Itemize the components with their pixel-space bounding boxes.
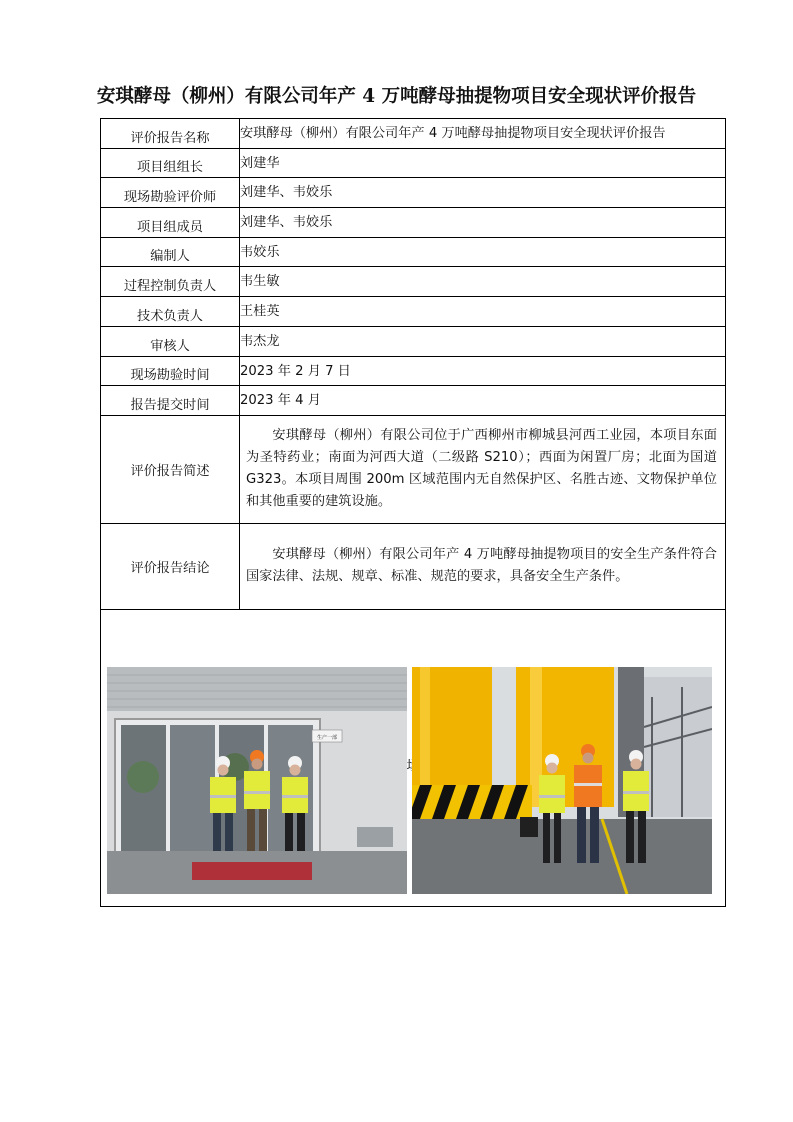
summary-cell — [240, 415, 726, 523]
table-row — [101, 119, 726, 149]
conclusion-text: 安琪酵母（柳州）有限公司年产 4 万吨酵母抽提物项目的安全生产条件符合国家法律、法规、规章、标准、规范的要求，具备安全生产条件。 — [246, 547, 717, 585]
row-label: 报告提交时间 — [101, 386, 240, 416]
row-label: 审核人 — [101, 326, 240, 356]
report-table — [100, 118, 726, 907]
door-sign: 生产一部 — [316, 734, 338, 741]
row-label: 技术负责人 — [101, 297, 240, 327]
table-row — [101, 267, 726, 297]
row-value: 刘建华、韦姣乐 — [240, 208, 726, 238]
row-value: 韦杰龙 — [240, 326, 726, 356]
row-label: 过程控制负责人 — [101, 267, 240, 297]
row-value: 韦生敏 — [240, 267, 726, 297]
table-row — [101, 297, 726, 327]
row-value: 刘建华 — [240, 148, 726, 178]
table-row — [101, 208, 726, 238]
table-row — [101, 237, 726, 267]
photos-cell — [101, 609, 726, 906]
table-row — [101, 148, 726, 178]
conclusion-label: 评价报告结论 — [101, 523, 240, 609]
row-label: 评价报告名称 — [101, 119, 240, 149]
row-value: 刘建华、韦姣乐 — [240, 178, 726, 208]
row-value: 韦姣乐 — [240, 237, 726, 267]
page-title: 安琪酵母（柳州）有限公司年产 4 万吨酵母抽提物项目安全现状评价报告 — [96, 86, 697, 107]
row-value: 2023 年 4 月 — [240, 386, 726, 416]
table-row — [101, 356, 726, 386]
conclusion-cell — [240, 523, 726, 609]
row-label: 项目组组长 — [101, 148, 240, 178]
photos-row — [101, 609, 726, 906]
site-photo-entrance — [107, 667, 407, 894]
summary-label: 评价报告简述 — [101, 415, 240, 523]
row-label: 现场勘验评价师 — [101, 178, 240, 208]
row-value: 2023 年 2 月 7 日 — [240, 356, 726, 386]
row-label: 现场勘验时间 — [101, 356, 240, 386]
table-row — [101, 386, 726, 416]
summary-text: 安琪酵母（柳州）有限公司位于广西柳州市柳城县河西工业园，本项目东面为圣特药业；南面为河西大道（二级路 S210）；西面为闲置厂房；北面为国道 G323。本项目周围 200m 区域范围内无自然保护区、名胜古迹、文物保护单位和其他重要的建筑设施。 — [246, 428, 717, 510]
row-label: 项目组成员 — [101, 208, 240, 238]
table-row — [101, 326, 726, 356]
summary-row — [101, 415, 726, 523]
row-label: 编制人 — [101, 237, 240, 267]
row-value: 王桂英 — [240, 297, 726, 327]
table-row — [101, 178, 726, 208]
conclusion-row — [101, 523, 726, 609]
row-value: 安琪酵母（柳州）有限公司年产 4 万吨酵母抽提物项目安全现状评价报告 — [240, 119, 726, 149]
site-photo-tanks — [412, 667, 712, 894]
